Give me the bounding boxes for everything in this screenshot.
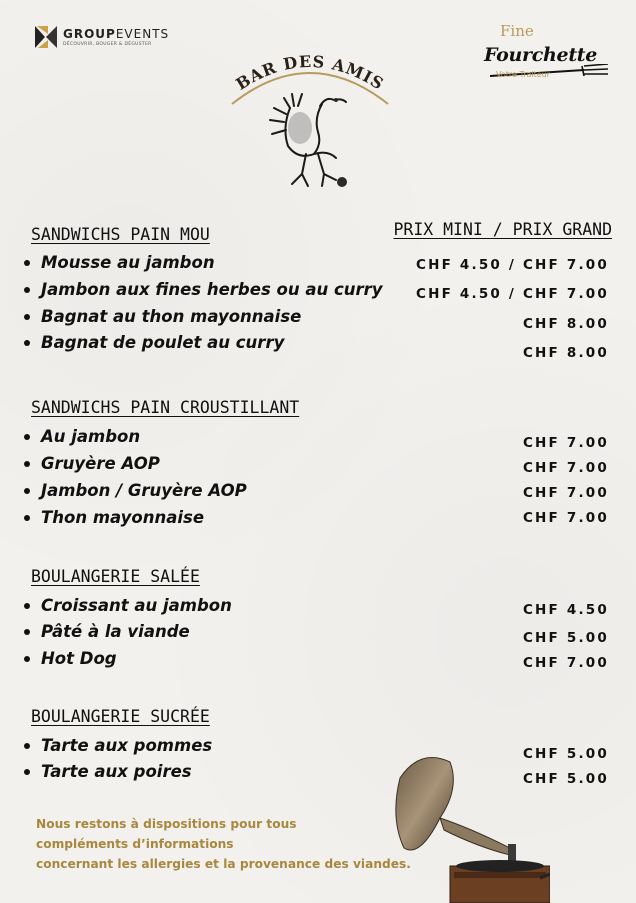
- menu-item: [24, 333, 284, 352]
- item-price: CHF 5.00: [522, 746, 609, 762]
- fine-fourchette-fine: Fine: [500, 22, 534, 40]
- item-name: Jambon aux fines herbes ou au curry: [41, 280, 383, 299]
- fine-fourchette-votre: Votre Traiteur: [496, 70, 551, 79]
- item-name: Bagnat de poulet au curry: [41, 333, 285, 352]
- item-name: Hot Dog: [41, 649, 117, 668]
- groupevents-light: EVENTS: [115, 26, 170, 41]
- item-price: CHF 7.00: [522, 435, 609, 451]
- item-price: CHF 8.00: [522, 316, 609, 332]
- bird-illustration-icon: [262, 88, 360, 196]
- bullet-icon: [24, 515, 30, 521]
- bullet-icon: [24, 461, 30, 467]
- menu-item: [24, 280, 383, 299]
- bullet-icon: [24, 488, 30, 494]
- note-line: Nous restons à dispositions pour tous: [36, 817, 297, 831]
- menu-item: [24, 736, 212, 755]
- item-price: CHF 5.00: [522, 771, 609, 787]
- menu-item: [24, 622, 190, 641]
- section-title-sandwichs-pain-mou: SANDWICHS PAIN MOU: [31, 225, 210, 244]
- allergy-note: [36, 814, 411, 874]
- menu-item: [24, 307, 301, 326]
- item-price: CHF 7.00: [522, 510, 609, 526]
- price-header: PRIX MINI / PRIX GRAND: [393, 220, 612, 239]
- item-name: Thon mayonnaise: [41, 508, 205, 527]
- groupevents-tagline: DÉCOUVRIR, BOUGER & DÉGUSTER: [63, 41, 152, 47]
- groupevents-bold: GROUP: [63, 26, 116, 41]
- item-price: CHF 4.50: [522, 602, 609, 618]
- menu-item: [24, 253, 215, 272]
- bullet-icon: [24, 769, 30, 775]
- menu-item: [24, 454, 160, 473]
- bullet-icon: [24, 434, 30, 440]
- bar-title-text: BAR DES AMIS: [232, 51, 388, 94]
- note-line: compléments d’informations: [36, 837, 234, 851]
- item-price: CHF 7.00: [522, 485, 609, 501]
- item-price: CHF 4.50 / CHF 7.00: [415, 286, 609, 302]
- section-title-boulangerie-salee: BOULANGERIE SALÉE: [31, 567, 200, 586]
- bullet-icon: [24, 260, 30, 266]
- menu-item: [24, 427, 140, 446]
- item-name: Tarte aux poires: [41, 762, 192, 781]
- item-price: CHF 4.50 / CHF 7.00: [415, 257, 609, 273]
- menu-item: [24, 508, 204, 527]
- item-name: Croissant au jambon: [41, 596, 232, 615]
- menu-item: [24, 596, 232, 615]
- item-price: CHF 7.00: [522, 655, 609, 671]
- note-line: concernant les allergies et la provenance des viandes.: [36, 857, 411, 871]
- item-name: Tarte aux pommes: [41, 736, 213, 755]
- item-price: CHF 8.00: [522, 345, 609, 361]
- item-name: Au jambon: [41, 427, 141, 446]
- bullet-icon: [24, 314, 30, 320]
- groupevents-logo-icon: [35, 26, 57, 48]
- item-name: Mousse au jambon: [41, 253, 215, 272]
- bullet-icon: [24, 656, 30, 662]
- menu-item: [24, 762, 192, 781]
- fine-fourchette-fourchette: Fourchette: [484, 44, 598, 66]
- item-price: CHF 7.00: [522, 460, 609, 476]
- fine-fourchette-logo: [480, 20, 610, 95]
- bullet-icon: [24, 603, 30, 609]
- item-name: Gruyère AOP: [41, 454, 160, 473]
- bullet-icon: [24, 743, 30, 749]
- groupevents-logo: [35, 26, 169, 48]
- item-name: Jambon / Gruyère AOP: [41, 481, 247, 500]
- gramophone-icon: [390, 748, 550, 903]
- item-name: Pâté à la viande: [41, 622, 190, 641]
- menu-item: [24, 481, 247, 500]
- item-price: CHF 5.00: [522, 630, 609, 646]
- bullet-icon: [24, 629, 30, 635]
- section-title-boulangerie-sucree: BOULANGERIE SUCRÉE: [31, 707, 210, 726]
- groupevents-wordmark: [63, 28, 169, 47]
- bullet-icon: [24, 340, 30, 346]
- item-name: Bagnat au thon mayonnaise: [41, 307, 302, 326]
- menu-item: [24, 649, 117, 668]
- bullet-icon: [24, 287, 30, 293]
- section-title-sandwichs-pain-croustillant: SANDWICHS PAIN CROUSTILLANT: [31, 398, 300, 417]
